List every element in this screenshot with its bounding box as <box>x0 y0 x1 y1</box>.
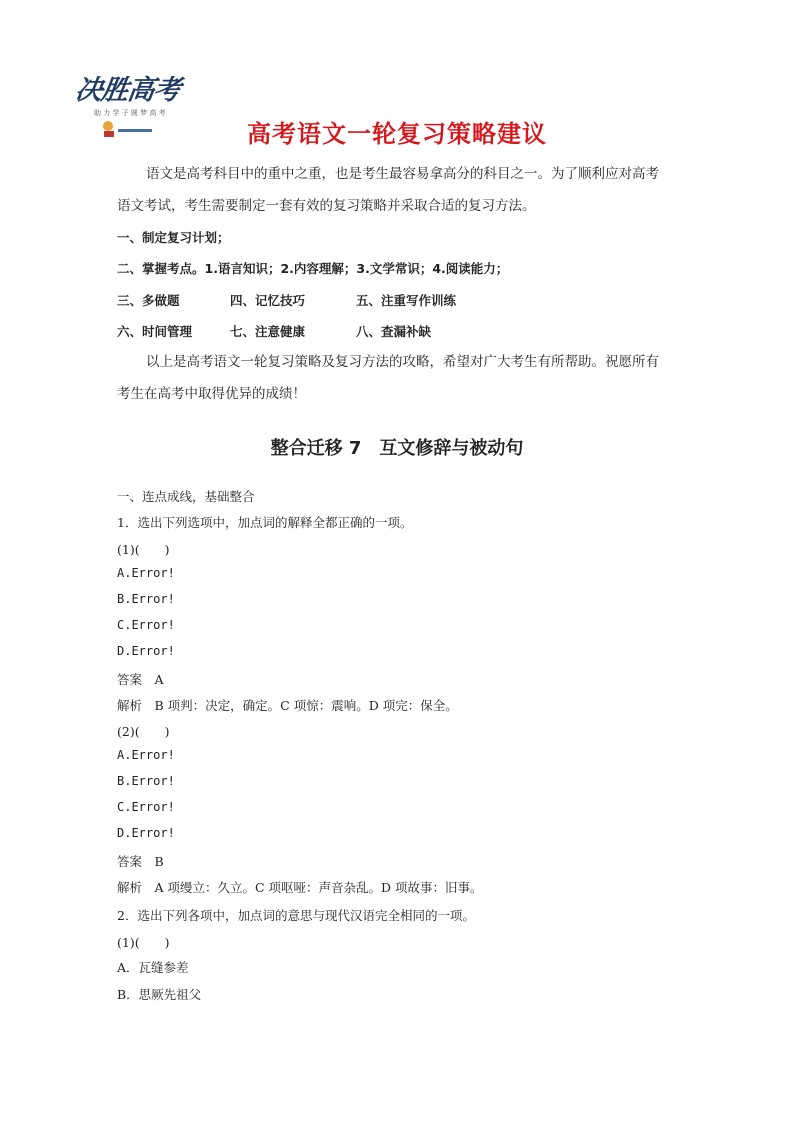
question-1: 1．选出下列选项中，加点词的解释全都正确的一项。 <box>117 515 413 530</box>
option-d: D.Error! <box>117 826 175 840</box>
strategy-8: 八、查漏补缺 <box>356 324 432 339</box>
intro-line-2: 语文考试，考生需要制定一套有效的复习策略并采取合适的复习方法。 <box>117 198 536 214</box>
section-title: 整合迁移 7 互文修辞与被动句 <box>270 438 524 459</box>
strategy-3: 三、多做题 <box>117 293 180 308</box>
option-b: B.Error! <box>117 774 175 788</box>
answer: 答案 A <box>117 672 164 687</box>
analysis: 解析 A 项缦立：久立。C 项呕哑：声音杂乱。D 项故事：旧事。 <box>117 880 483 895</box>
logo-text: 决胜高考 <box>73 75 182 106</box>
question-2: 2．选出下列各项中，加点词的意思与现代汉语完全相同的一项。 <box>117 908 475 923</box>
strategy-4: 四、记忆技巧 <box>230 293 306 308</box>
intro-line-1: 语文是高考科目中的重中之重，也是考生最容易拿高分的科目之一。为了顺利应对高考 <box>146 166 659 182</box>
option-c: C.Error! <box>117 800 175 814</box>
question-2-1: (1)( ) <box>117 935 170 950</box>
option-d: D.Error! <box>117 644 175 658</box>
part-heading: 一、连点成线，基础整合 <box>117 489 255 504</box>
option-b: B．思厥先祖父 <box>117 987 202 1002</box>
question-1-2: (2)( ) <box>117 724 170 739</box>
option-a: A.Error! <box>117 748 175 762</box>
logo-subtext: 助 力 学 子 圆 梦 高 考 <box>94 109 166 117</box>
closing-line-1: 以上是高考语文一轮复习策略及复习方法的攻略，希望对广大考生有所帮助。祝愿所有 <box>146 354 659 370</box>
strategy-5: 五、注重写作训练 <box>356 293 457 308</box>
option-a: A.Error! <box>117 566 175 580</box>
closing-line-2: 考生在高考中取得优异的成绩！ <box>117 386 306 402</box>
page-title: 高考语文一轮复习策略建议 <box>247 120 547 148</box>
question-1-1: (1)( ) <box>117 542 170 557</box>
strategy-6: 六、时间管理 <box>117 324 193 339</box>
option-a: A．瓦缝参差 <box>117 960 189 975</box>
strategy-1: 一、制定复习计划； <box>117 230 230 245</box>
strategy-7: 七、注意健康 <box>230 324 306 339</box>
answer: 答案 B <box>117 854 164 869</box>
option-b: B.Error! <box>117 592 175 606</box>
option-c: C.Error! <box>117 618 175 632</box>
strategy-2: 二、掌握考点。1.语言知识；2.内容理解；3.文学常识；4.阅读能力； <box>117 261 509 276</box>
analysis: 解析 B 项判：决定，确定。C 项惊：震响。D 项完：保全。 <box>117 698 458 713</box>
